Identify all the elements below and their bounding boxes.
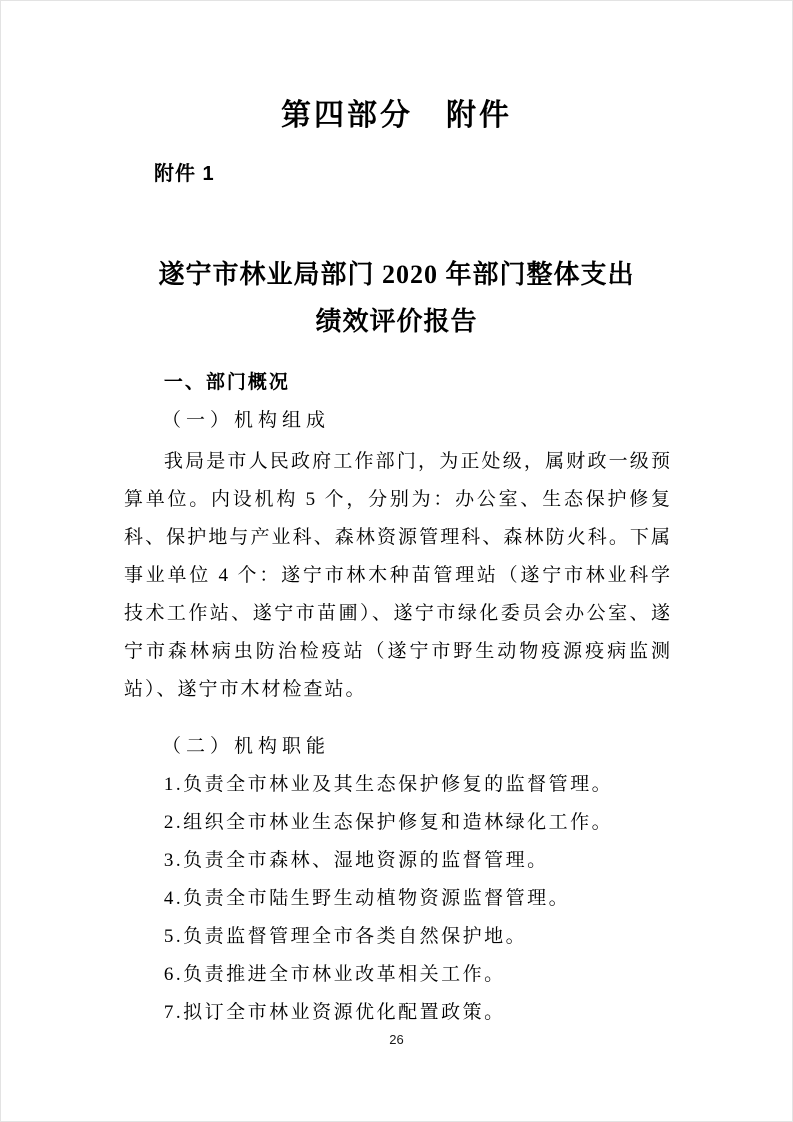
attachment-label: 附件 1 bbox=[154, 163, 215, 185]
list-item: 6.负责推进全市林业改革相关工作。 bbox=[163, 964, 506, 985]
list-item: 1.负责全市林业及其生态保护修复的监督管理。 bbox=[163, 774, 614, 795]
report-title-line2: 绩效评价报告 bbox=[315, 307, 478, 336]
list-item: 2.组织全市林业生态保护修复和造林绿化工作。 bbox=[163, 812, 614, 833]
section-heading-overview: 一、部门概况 bbox=[163, 372, 290, 393]
document-body bbox=[1, 371, 792, 1032]
list-item: 7.拟订全市林业资源优化配置政策。 bbox=[163, 1002, 506, 1023]
report-title-line1: 遂宁市林业局部门 2020 年部门整体支出 bbox=[158, 260, 635, 289]
list-item: 5.负责监督管理全市各类自然保护地。 bbox=[163, 926, 528, 947]
page-number: 26 bbox=[389, 1032, 404, 1047]
subsection-heading-functions: （二）机构职能 bbox=[162, 736, 331, 757]
report-title bbox=[1, 251, 792, 345]
list-item: 4.负责全市陆生野生动植物资源监督管理。 bbox=[163, 888, 571, 909]
subsection-heading-composition: （一）机构组成 bbox=[162, 410, 331, 431]
function-list bbox=[124, 766, 672, 1032]
paragraph-composition: 我局是市人民政府工作部门，为正处级，属财政一级预算单位。内设机构 5 个，分别为：办公室、生态保护修复科、保护地与产业科、森林资源管理科、森林防火科。下属事业单位 4 个：遂宁市林木种苗管理站（遂宁市林业科学技术工作站、遂宁市苗圃）、遂宁市绿化委员会办公室、遂宁市森林病虫防治检疫站（遂宁市野生动物疫源疫病监测站）、遂宁市木材检查站。 bbox=[124, 451, 672, 700]
list-item: 3.负责全市森林、湿地资源的监督管理。 bbox=[163, 850, 549, 871]
part-title: 第四部分 附件 bbox=[281, 99, 512, 132]
